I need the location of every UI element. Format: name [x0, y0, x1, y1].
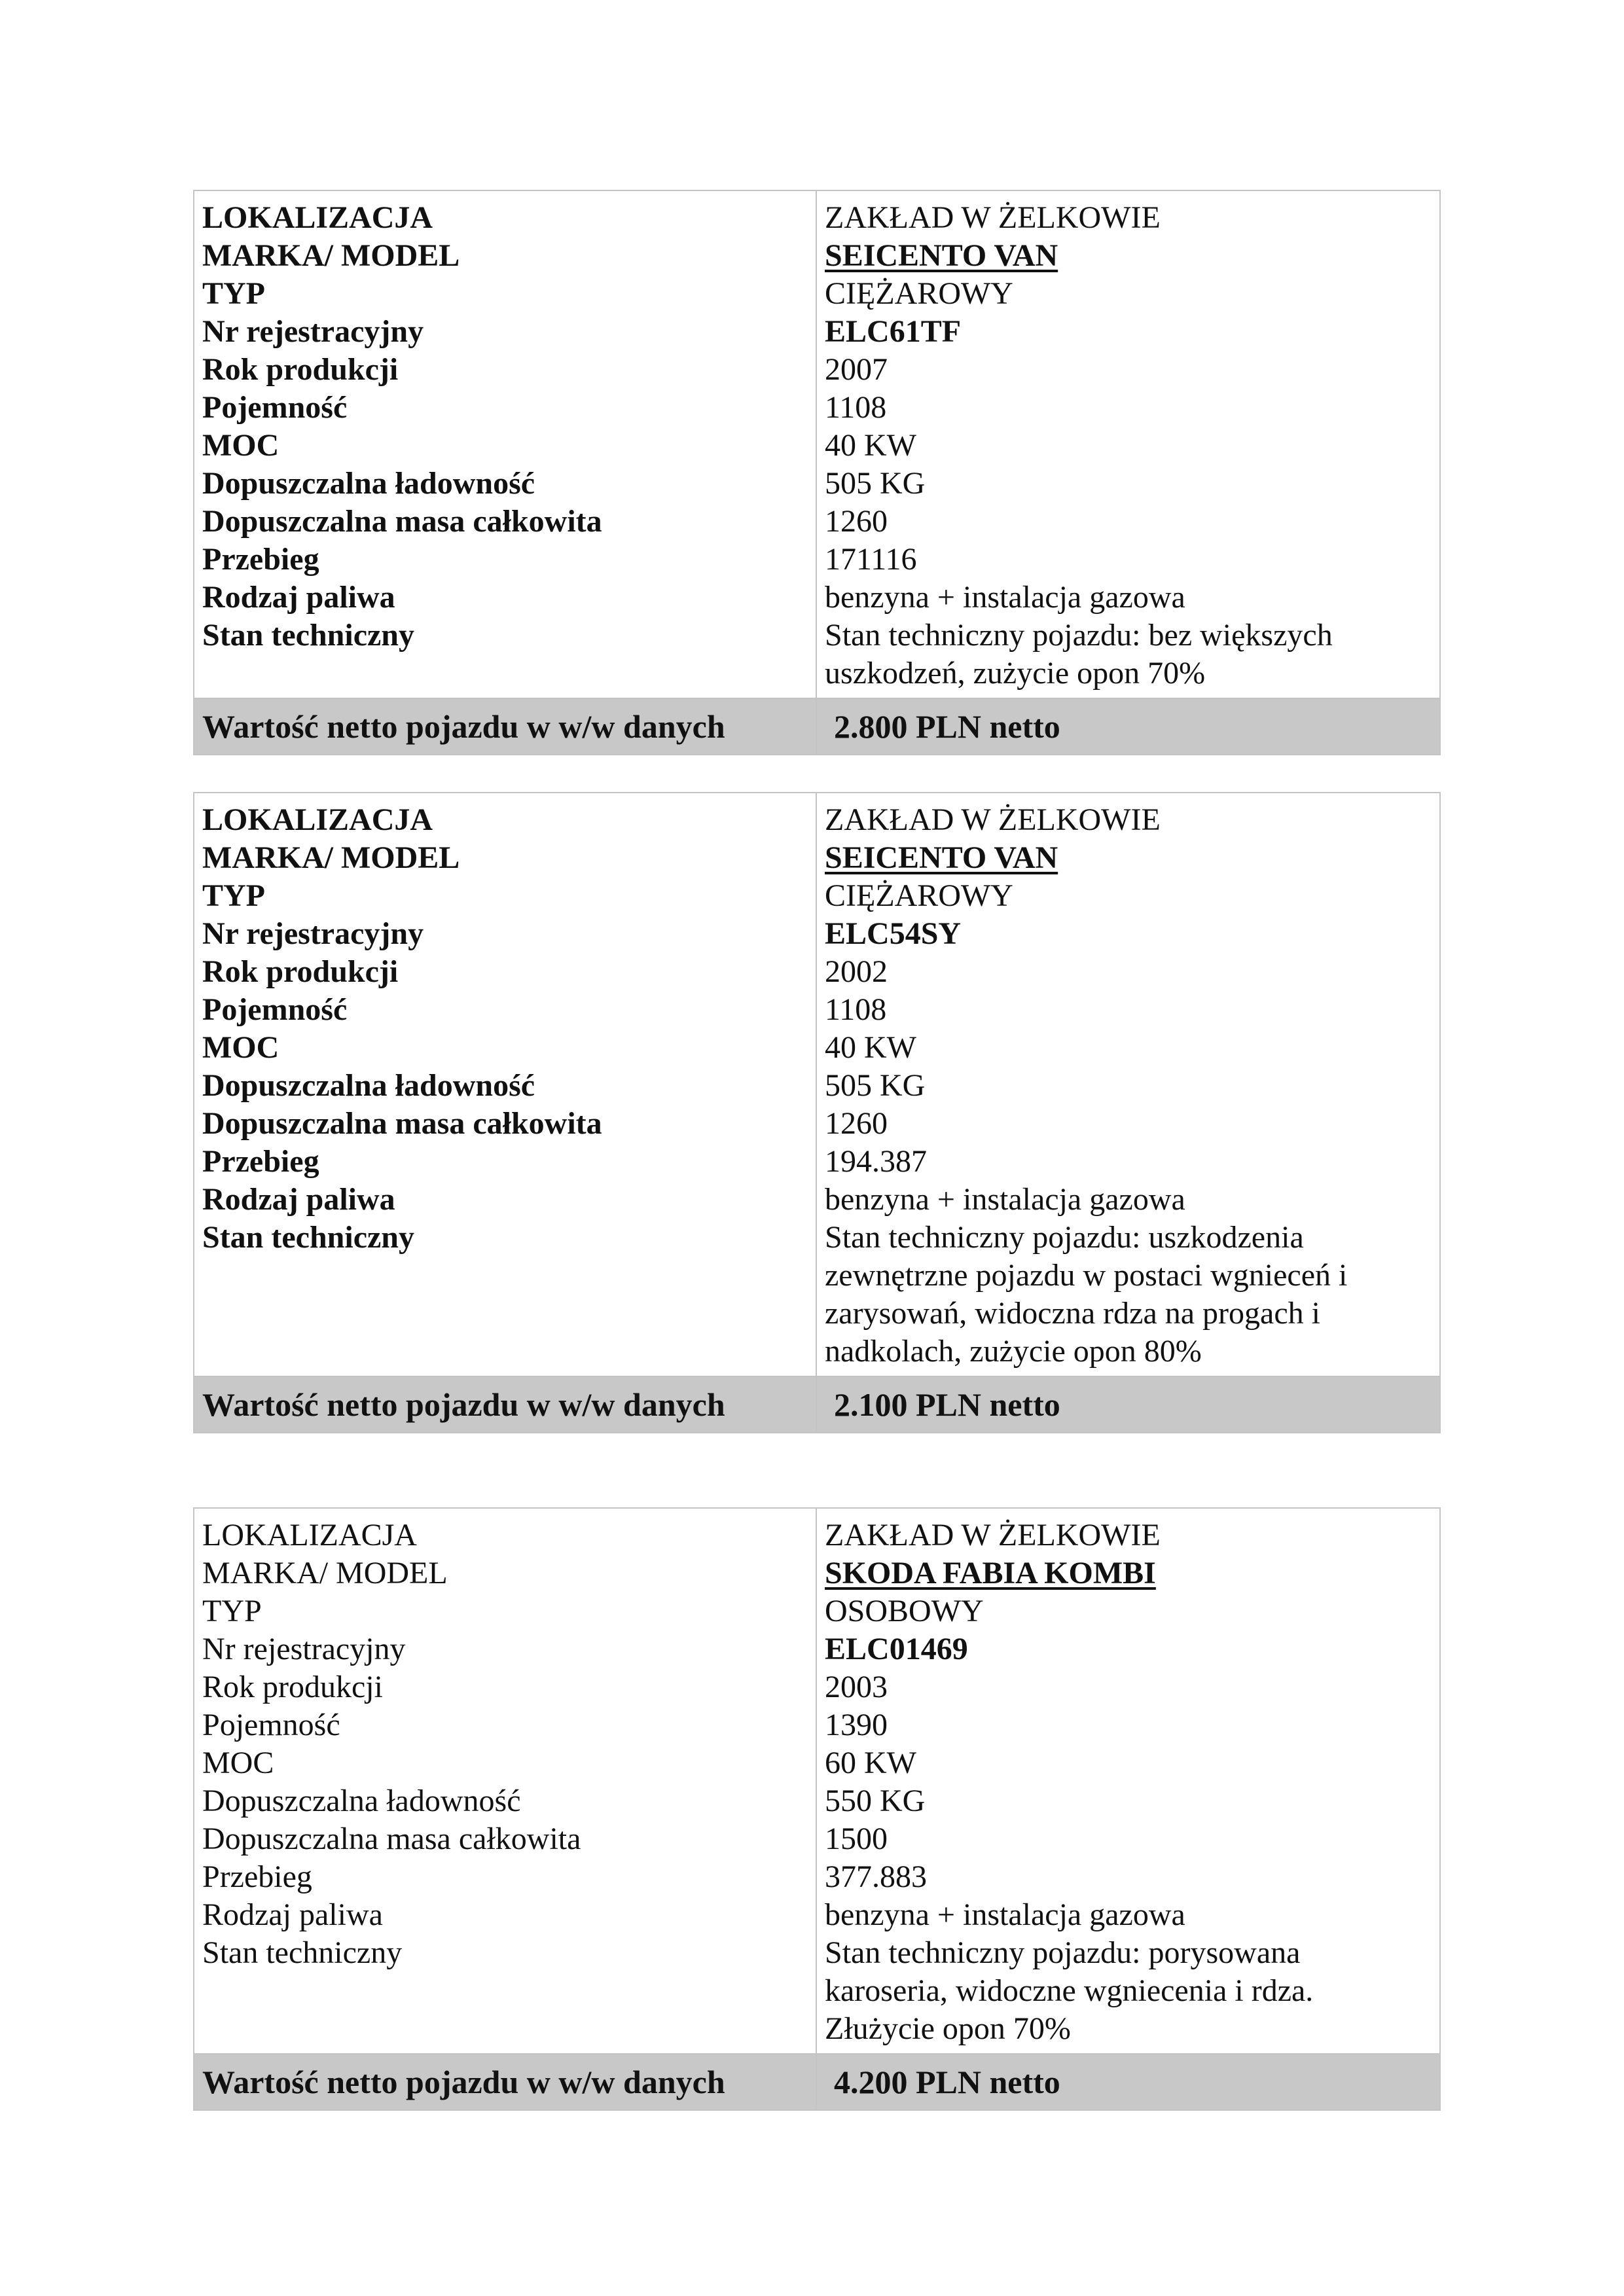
- value-condition-line: Stan techniczny pojazdu: uszkodzenia: [825, 1220, 1304, 1255]
- label-capacity: Pojemność: [202, 390, 348, 425]
- label-mileage: Przebieg: [202, 1859, 312, 1894]
- label-year: Rok produkcji: [202, 352, 399, 387]
- values-cell: [816, 190, 1440, 698]
- value-registration: ELC54SY: [825, 916, 962, 951]
- value-condition-line: Złużycie opon 70%: [825, 2011, 1071, 2046]
- value-condition-line: karoseria, widoczne wgniecenia i rdza.: [825, 1973, 1314, 2008]
- label-fuel: Rodzaj paliwa: [202, 1182, 395, 1217]
- value-load: 550 KG: [825, 1784, 926, 1818]
- net-value-label: Wartość netto pojazdu w w/w danych: [194, 698, 816, 755]
- label-condition: Stan techniczny: [202, 1935, 403, 1970]
- value-type: CIĘŻAROWY: [825, 878, 1013, 913]
- labels-cell: [194, 793, 816, 1376]
- value-condition-line: zarysowań, widoczna rdza na progach i: [825, 1296, 1320, 1331]
- value-power: 40 KW: [825, 1030, 916, 1065]
- values-cell: [816, 1508, 1440, 2054]
- net-value-row: [194, 698, 1440, 755]
- net-value-label: Wartość netto pojazdu w w/w danych: [194, 1376, 816, 1433]
- value-model: SEICENTO VAN: [825, 840, 1058, 875]
- net-value-amount: 4.200 PLN netto: [816, 2054, 1440, 2110]
- label-condition: Stan techniczny: [202, 618, 414, 653]
- value-load: 505 KG: [825, 1068, 926, 1103]
- value-condition-line: Stan techniczny pojazdu: bez większych: [825, 618, 1333, 653]
- value-power: 40 KW: [825, 428, 916, 463]
- vehicle-table: [193, 190, 1441, 755]
- value-gross-mass: 1260: [825, 1106, 888, 1141]
- label-registration: Nr rejestracyjny: [202, 916, 424, 951]
- label-power: MOC: [202, 428, 280, 463]
- net-value-row: [194, 2054, 1440, 2110]
- value-power: 60 KW: [825, 1746, 916, 1780]
- value-type: CIĘŻAROWY: [825, 276, 1013, 311]
- value-mileage: 171116: [825, 542, 917, 577]
- label-location: LOKALIZACJA: [202, 1518, 417, 1552]
- value-condition-line: nadkolach, zużycie opon 80%: [825, 1334, 1202, 1369]
- label-fuel: Rodzaj paliwa: [202, 580, 395, 615]
- label-registration: Nr rejestracyjny: [202, 1632, 406, 1666]
- net-value-amount: 2.800 PLN netto: [816, 698, 1440, 755]
- value-fuel: benzyna + instalacja gazowa: [825, 1182, 1185, 1217]
- label-mileage: Przebieg: [202, 542, 319, 577]
- value-condition-line: uszkodzeń, zużycie opon 70%: [825, 656, 1206, 691]
- label-type: TYP: [202, 276, 265, 311]
- vehicle-table: [193, 792, 1441, 1433]
- label-gross-mass: Dopuszczalna masa całkowita: [202, 1106, 602, 1141]
- label-model: MARKA/ MODEL: [202, 840, 460, 875]
- label-capacity: Pojemność: [202, 1708, 340, 1742]
- vehicle-details-row: [194, 190, 1440, 698]
- label-power: MOC: [202, 1030, 280, 1065]
- label-year: Rok produkcji: [202, 954, 399, 989]
- label-type: TYP: [202, 1594, 262, 1628]
- value-location: ZAKŁAD W ŻELKOWIE: [825, 1518, 1161, 1552]
- value-fuel: benzyna + instalacja gazowa: [825, 580, 1185, 615]
- net-value-label: Wartość netto pojazdu w w/w danych: [194, 2054, 816, 2110]
- net-value-row: [194, 1376, 1440, 1433]
- label-type: TYP: [202, 878, 265, 913]
- label-capacity: Pojemność: [202, 992, 348, 1027]
- value-load: 505 KG: [825, 466, 926, 501]
- value-capacity: 1390: [825, 1708, 888, 1742]
- value-gross-mass: 1500: [825, 1821, 888, 1856]
- value-model: SKODA FABIA KOMBI: [825, 1556, 1156, 1590]
- label-model: MARKA/ MODEL: [202, 238, 460, 273]
- label-registration: Nr rejestracyjny: [202, 314, 424, 349]
- value-registration: ELC61TF: [825, 314, 962, 349]
- value-gross-mass: 1260: [825, 504, 888, 539]
- label-fuel: Rodzaj paliwa: [202, 1897, 383, 1932]
- vehicle-table: [193, 1507, 1441, 2111]
- net-value-amount: 2.100 PLN netto: [816, 1376, 1440, 1433]
- value-registration: ELC01469: [825, 1632, 968, 1666]
- values-cell: [816, 793, 1440, 1376]
- vehicle-details-row: [194, 1508, 1440, 2054]
- value-mileage: 377.883: [825, 1859, 927, 1894]
- label-gross-mass: Dopuszczalna masa całkowita: [202, 504, 602, 539]
- labels-cell: [194, 1508, 816, 2054]
- value-year: 2002: [825, 954, 888, 989]
- label-load: Dopuszczalna ładowność: [202, 1784, 521, 1818]
- label-power: MOC: [202, 1746, 274, 1780]
- label-condition: Stan techniczny: [202, 1220, 414, 1255]
- label-load: Dopuszczalna ładowność: [202, 1068, 535, 1103]
- value-fuel: benzyna + instalacja gazowa: [825, 1897, 1185, 1932]
- label-location: LOKALIZACJA: [202, 802, 433, 837]
- label-load: Dopuszczalna ładowność: [202, 466, 535, 501]
- labels-cell: [194, 190, 816, 698]
- vehicle-details-row: [194, 793, 1440, 1376]
- value-capacity: 1108: [825, 390, 887, 425]
- value-condition-line: Stan techniczny pojazdu: porysowana: [825, 1935, 1301, 1970]
- label-location: LOKALIZACJA: [202, 200, 433, 235]
- label-year: Rok produkcji: [202, 1670, 383, 1704]
- label-gross-mass: Dopuszczalna masa całkowita: [202, 1821, 581, 1856]
- value-location: ZAKŁAD W ŻELKOWIE: [825, 200, 1161, 235]
- value-capacity: 1108: [825, 992, 887, 1027]
- value-mileage: 194.387: [825, 1144, 927, 1179]
- label-model: MARKA/ MODEL: [202, 1556, 448, 1590]
- value-type: OSOBOWY: [825, 1594, 984, 1628]
- value-model: SEICENTO VAN: [825, 238, 1058, 273]
- value-year: 2007: [825, 352, 888, 387]
- value-location: ZAKŁAD W ŻELKOWIE: [825, 802, 1161, 837]
- value-condition-line: zewnętrzne pojazdu w postaci wgnieceń i: [825, 1258, 1348, 1293]
- label-mileage: Przebieg: [202, 1144, 319, 1179]
- value-year: 2003: [825, 1670, 888, 1704]
